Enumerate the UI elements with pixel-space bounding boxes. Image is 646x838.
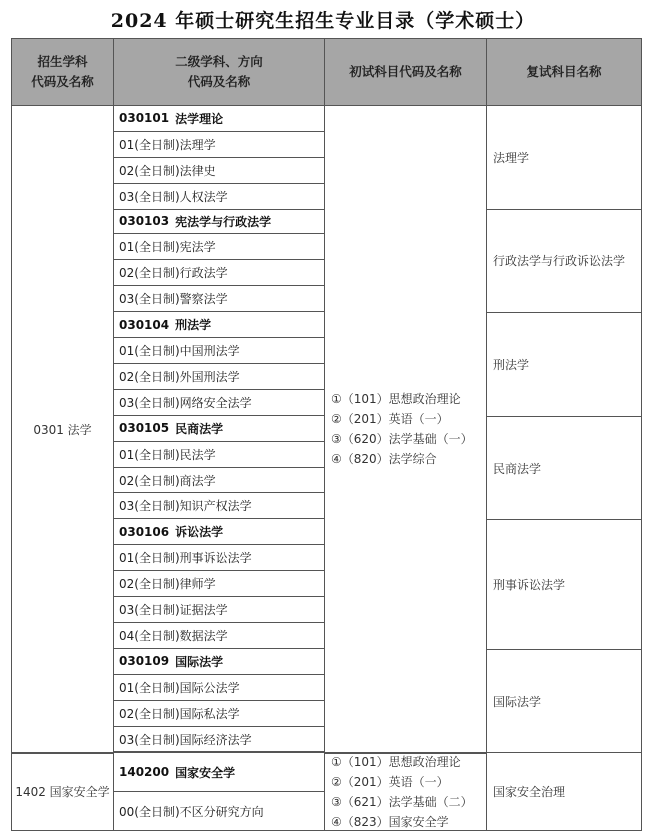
retest-subject-cell: 行政法学与行政诉讼法学 xyxy=(486,209,642,314)
major-code: 030103 xyxy=(119,214,170,229)
major-name: 国际法学 xyxy=(175,654,224,669)
exam-subjects-cell xyxy=(324,752,487,831)
major-name: 民商法学 xyxy=(175,421,224,436)
direction-row: 02(全日制)商法学 xyxy=(113,468,325,494)
header-direction: 二级学科、方向 代码及名称 xyxy=(113,38,325,106)
major-row xyxy=(113,649,325,675)
major-name: 国家安全学 xyxy=(175,765,236,780)
exam-subject: ②（201）英语（一） xyxy=(331,412,449,427)
direction-row: 04(全日制)数据法学 xyxy=(113,623,325,649)
major-name: 宪法学与行政法学 xyxy=(175,214,272,229)
direction-row: 03(全日制)网络安全法学 xyxy=(113,390,325,416)
major-name: 刑法学 xyxy=(175,318,212,333)
direction-row: 03(全日制)知识产权法学 xyxy=(113,494,325,520)
subject-cell: 1402 国家安全学 xyxy=(11,752,114,831)
header-subject: 招生学科 代码及名称 xyxy=(11,38,114,106)
direction-row: 03(全日制)证据法学 xyxy=(113,597,325,623)
retest-subject-cell: 民商法学 xyxy=(486,416,642,521)
direction-row: 03(全日制)国际经济法学 xyxy=(113,727,325,753)
retest-subject-cell: 刑事诉讼法学 xyxy=(486,519,642,650)
direction-row: 02(全日制)外国刑法学 xyxy=(113,364,325,390)
major-name: 法学理论 xyxy=(175,111,224,126)
direction-row: 03(全日制)警察法学 xyxy=(113,286,325,312)
exam-subjects-cell xyxy=(324,105,487,754)
major-code: 030101 xyxy=(119,111,170,126)
direction-row: 02(全日制)律师学 xyxy=(113,571,325,597)
subject-cell: 0301 法学 xyxy=(11,105,114,754)
exam-subject: ②（201）英语（一） xyxy=(331,774,449,789)
direction-row: 01(全日制)国际公法学 xyxy=(113,675,325,701)
major-code: 030104 xyxy=(119,317,170,332)
direction-row: 01(全日制)宪法学 xyxy=(113,235,325,261)
direction-row: 00(全日制)不区分研究方向 xyxy=(113,792,325,831)
page-title: 2024 年硕士研究生招生专业目录（学术硕士） xyxy=(110,10,536,32)
direction-row: 03(全日制)人权法学 xyxy=(113,184,325,210)
direction-row: 01(全日制)刑事诉讼法学 xyxy=(113,545,325,571)
exam-subject: ③（620）法学基础（一） xyxy=(331,432,473,447)
major-name: 诉讼法学 xyxy=(175,525,224,540)
exam-subject: ①（101）思想政治理论 xyxy=(331,392,461,407)
direction-row: 02(全日制)行政法学 xyxy=(113,260,325,286)
major-code: 030109 xyxy=(119,654,170,669)
major-row xyxy=(113,752,325,792)
major-row xyxy=(113,209,325,235)
retest-subject-cell: 刑法学 xyxy=(486,312,642,417)
major-code: 140200 xyxy=(119,765,170,779)
direction-row: 02(全日制)法律史 xyxy=(113,158,325,184)
major-row xyxy=(113,105,325,132)
retest-subject-cell: 法理学 xyxy=(486,105,642,210)
retest-subject-cell: 国家安全治理 xyxy=(486,752,642,831)
catalog-table xyxy=(11,38,642,833)
major-row xyxy=(113,416,325,442)
direction-row: 01(全日制)法理学 xyxy=(113,132,325,158)
exam-subject: ①（101）思想政治理论 xyxy=(331,754,461,769)
header-exam: 初试科目代码及名称 xyxy=(324,38,487,106)
retest-subject-cell: 国际法学 xyxy=(486,649,642,754)
major-row xyxy=(113,312,325,338)
major-row xyxy=(113,519,325,545)
header-retest: 复试科目名称 xyxy=(486,38,642,106)
exam-subject: ④（823）国家安全学 xyxy=(331,814,449,829)
major-code: 030106 xyxy=(119,524,170,539)
direction-row: 01(全日制)民法学 xyxy=(113,442,325,468)
exam-subject: ③（621）法学基础（二） xyxy=(331,794,473,809)
direction-row: 01(全日制)中国刑法学 xyxy=(113,338,325,364)
major-code: 030105 xyxy=(119,421,170,436)
direction-row: 02(全日制)国际私法学 xyxy=(113,701,325,727)
exam-subject: ④（820）法学综合 xyxy=(331,452,437,467)
